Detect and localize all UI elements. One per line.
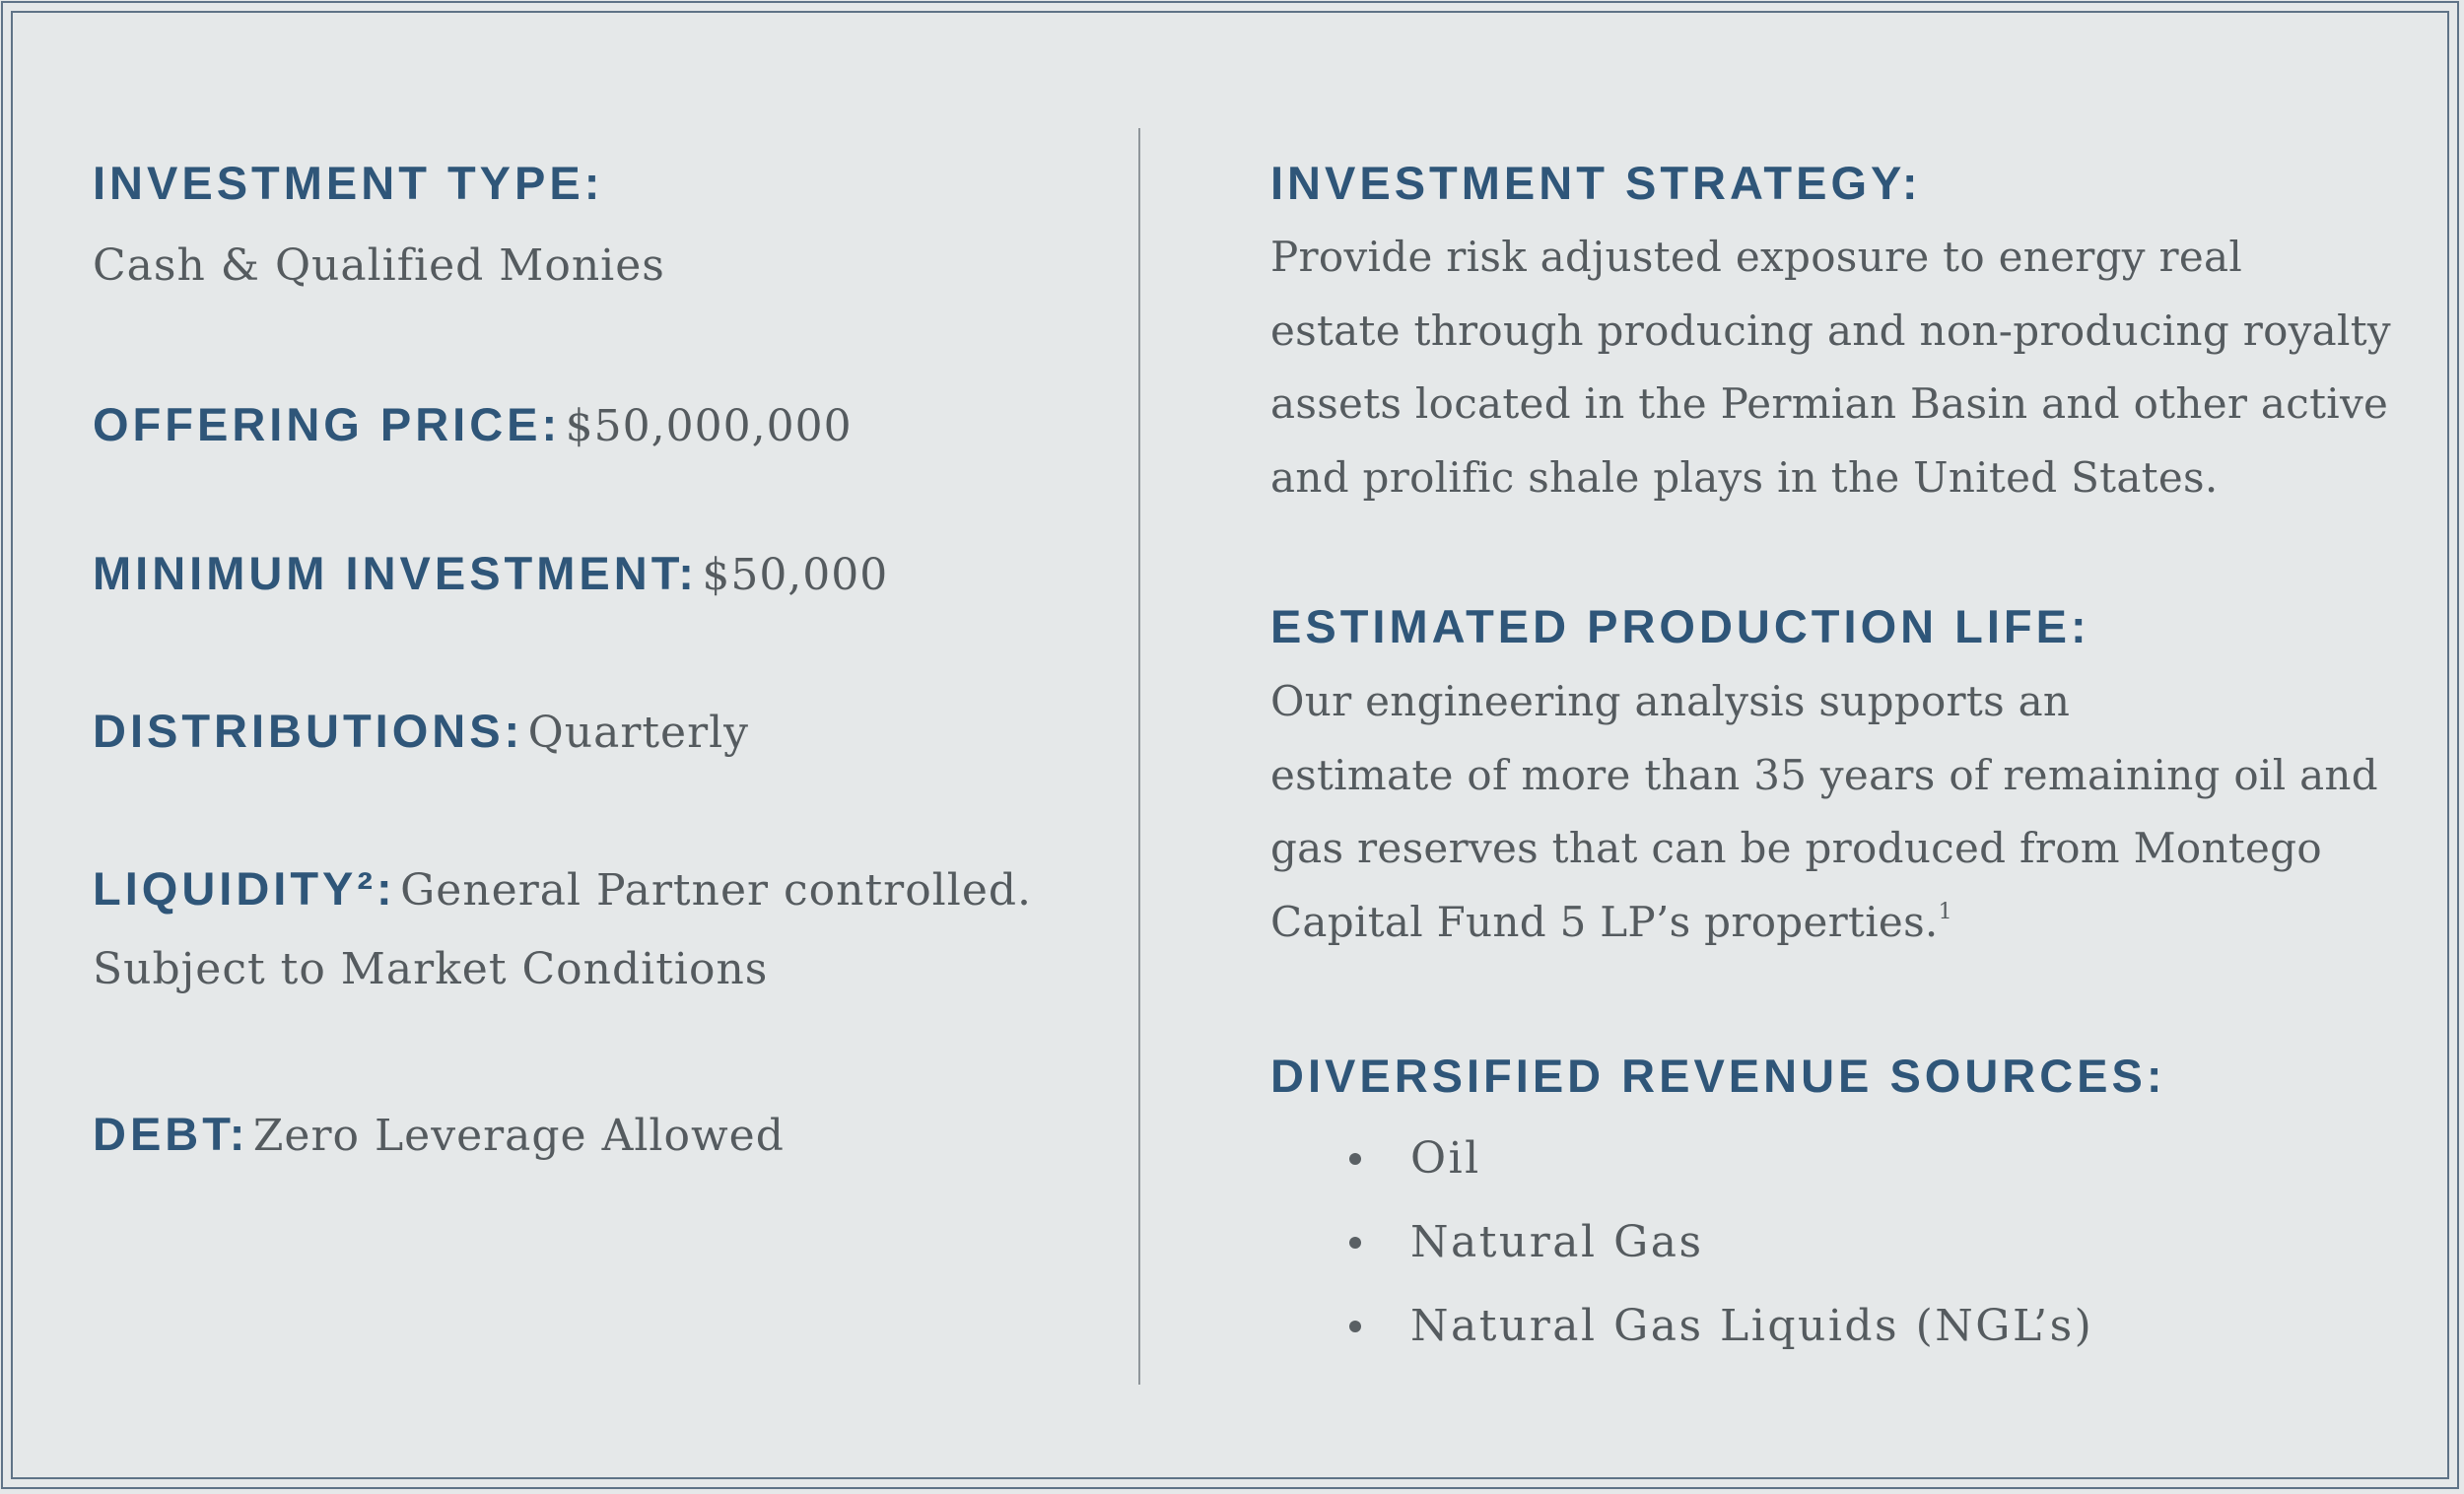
investment-strategy-text [1270, 221, 2414, 514]
offering-price-row [93, 397, 853, 451]
liquidity-label: LIQUIDITY²: [93, 862, 396, 915]
strategy-line: Provide risk adjusted exposure to energy real [1270, 233, 2243, 281]
investment-type-heading [93, 156, 603, 210]
production-line-last [1270, 886, 2414, 960]
bullet-icon [1349, 1321, 1361, 1332]
strategy-line: assets located in the Permian Basin and other active [1270, 379, 2389, 428]
debt-label: DEBT: [93, 1108, 249, 1160]
investment-type-label: INVESTMENT TYPE: [93, 157, 604, 209]
production-line: estimate of more than 35 years of remaining oil and [1270, 750, 2378, 799]
liquidity-value-continued: Subject to Market Conditions [93, 944, 769, 994]
bullet-icon [1349, 1153, 1361, 1165]
minimum-investment-label: MINIMUM INVESTMENT: [93, 547, 698, 599]
liquidity-value: General Partner controlled. [400, 865, 1033, 916]
production-line: Our engineering analysis supports an [1270, 677, 2071, 725]
revenue-sources-label: DIVERSIFIED REVENUE SOURCES: [1270, 1050, 2166, 1102]
list-item [1349, 1133, 2093, 1217]
bullet-icon [1349, 1237, 1361, 1249]
debt-row [93, 1107, 785, 1161]
production-life-text [1270, 665, 2414, 959]
list-item-label: Oil [1410, 1133, 1481, 1184]
production-line: Capital Fund 5 LP’s properties. [1270, 897, 1939, 946]
distributions-row [93, 704, 749, 758]
production-line: gas reserves that can be produced from Montego [1270, 824, 2322, 872]
strategy-line: and prolific shale plays in the United States. [1270, 452, 2219, 502]
minimum-investment-row [93, 546, 888, 600]
footnote-marker: 1 [1938, 899, 1952, 924]
minimum-investment-value: $50,000 [702, 550, 889, 600]
revenue-sources-list [1349, 1133, 2093, 1385]
list-item [1349, 1217, 2093, 1301]
revenue-sources-heading [1270, 1049, 2166, 1103]
investment-strategy-heading [1270, 156, 1922, 210]
investment-strategy-label: INVESTMENT STRATEGY: [1270, 157, 1922, 209]
strategy-line: estate through producing and non-producing royalty [1270, 306, 2391, 355]
production-life-label: ESTIMATED PRODUCTION LIFE: [1270, 600, 2090, 652]
offering-price-label: OFFERING PRICE: [93, 398, 562, 450]
list-item-label: Natural Gas [1410, 1217, 1704, 1267]
production-life-heading [1270, 599, 2090, 653]
liquidity-row [93, 861, 1032, 916]
offering-price-value: $50,000,000 [565, 401, 853, 451]
distributions-value: Quarterly [527, 708, 750, 758]
list-item-label: Natural Gas Liquids (NGL’s) [1410, 1301, 2094, 1351]
debt-value: Zero Leverage Allowed [252, 1111, 785, 1161]
investment-type-value: Cash & Qualified Monies [93, 240, 665, 291]
list-item [1349, 1301, 2093, 1385]
column-divider [1138, 128, 1140, 1385]
distributions-label: DISTRIBUTIONS: [93, 705, 524, 757]
